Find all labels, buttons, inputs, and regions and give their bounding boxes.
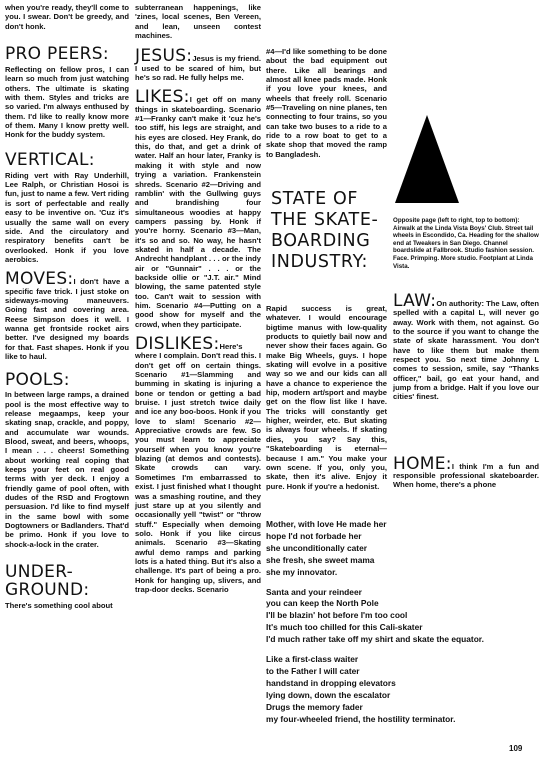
jesus-heading: JESUS: [135, 46, 193, 67]
poem-line: Santa and your reindeer [266, 586, 362, 597]
pro-peers-heading: PRO PEERS: [5, 44, 109, 65]
poem-line: she fresh, she sweet mama [266, 554, 375, 565]
law-paragraph [393, 291, 539, 402]
underground-heading: UNDER-GROUND: [5, 562, 90, 601]
column-2 [135, 3, 261, 594]
column-4 [393, 291, 539, 490]
poem-line: handstand in dropping elevators [266, 677, 396, 688]
poem-line: Like a first-class waiter [266, 654, 359, 665]
poem-line: you can keep the North Pole [266, 598, 379, 609]
poem-line: It's much too chilled for this Cali-skater [266, 622, 423, 633]
likes-body: I get off on many things in skateboarding. Scenario #1—Franky can't make it 'cuz he's too stiff, his legs are straight, and his eyes are closed. Hey Frank, do this, do that, and get a drink of water. Half an hour later, Franky is making it with style and now trying a variation. Frankenstein shreds. Scenario #2—Driving and ramblin' with the Gullwing guys and brandishing four simultaneous woodies at happy campers passing by. Honk if you're horny. Scenario #3—Man, it's so and so. No way, he hasn't skated in half a decade. The Andrecht handplant . . . or the indy air or "Gunnair" . . . or the backside ollie or "J.T. air." Mind blowing, the same patented style too. Can't wait to session with him. Scenario #4—Putting on a good show for myself and the crowd, when they participate. [135, 95, 261, 329]
home-body: I think I'm a fun and responsible professional skateboarder. When home, there's a phone [393, 461, 539, 490]
dislikes-body: Here's where I complain. Don't read this. I don't get off on certain things. Scenario #1—Slamming and bumming in skating is injuring a bone or tendon or getting a bad bruise. I just stretch twice daily and ice any boo-boos. Honk if you love to slam! Scenario #2—Appreciative crowds are few. So you must learn to appreciate yourself when you know you're blazing (at demos and contests). Skate crowds can vary. Sometimes I'm embarrassed to exist. I just finished what I thought was a smashing routine, and they just stare up at you silently and occasionally yell "twist" or "throw stuff." Especially when demoing solo. Honk if you like circus animals. Scenario #3—Skating awful demo ramps and parking lots is a hated thing. But it's also a challenge. It's part of being a pro. Honk for hanging up, slivers, and trap-door decks. Scenario [135, 342, 261, 594]
dislikes-heading: DISLIKES: [135, 334, 220, 354]
jesus-paragraph [135, 46, 261, 83]
poem-stanza-3 [266, 654, 531, 725]
state-of-industry-heading: STATE OF THE SKATE-BOARDING INDUSTRY: [271, 189, 379, 272]
pools-body: In between large ramps, a drained pool is the most effective way to release megaamps, keep your skating snap, crackle, and poppy, and accumulate war wounds. Blood, sweat, and beers, whoops, I mean . . . cheers! Something about working real coping that keeps your feet on real good terms with yer deck. I enjoy a friendly game of pool often, with dudes of the RSD and Frogtown persuasion. I'd like to find myself in the same bowl with some Dogtowners or Badlanders. That'd be primo. Honk if you love to shock-a-lock in the crater. [5, 390, 129, 549]
triangle-graphic [395, 115, 459, 205]
poem-line: I'll be blazin' hot before I'm too cool [266, 610, 408, 621]
poem-line: she my innovator. [266, 566, 338, 577]
likes-paragraph [135, 87, 261, 329]
poem-line: hope I'd not forbade her [266, 530, 362, 541]
poem-line: lying down, down the escalator [266, 689, 391, 700]
moves-body: I don't have a specific fave trick. I just stoke on sideways-moving maneuvers. Going fast and covering area. Reese Simpson does it well. I wanna get frontside rocket airs better. I've designed my boards for that. Fast shapes. Honk if you like to haul. [5, 277, 129, 361]
jesus-body: Jesus is my friend. I used to be scared of him, but he's so rad. He fully helps me. [135, 54, 261, 83]
likes-heading: LIKES: [135, 87, 190, 108]
law-body: On authority: The Law, often spelled with a capital L, will never go away. Work with them, not against. Go to the source if you want to change the state of skate harassment. You don't have to like them but make them respect you. So next time Johnny L comes to session, smile, say "Thanks officer," bail, go eat your hand, and jump from a bridge. Halt if you love our cities' finest. [393, 299, 539, 402]
poem-stanza-1 [266, 519, 531, 579]
pools-heading: POOLS: [5, 370, 70, 391]
poem-line: I'd much rather take off my shirt and skate the equator. [266, 634, 484, 645]
poem-line: to the Father I will cater [266, 665, 360, 676]
law-heading: LAW: [393, 291, 437, 311]
underground-body: There's something cool about [5, 601, 113, 611]
pro-peers-body: Reflecting on fellow pros, I can learn so much from just watching others. The ultimate is skating with them. Styles and tricks are so varied. I'm always enthused by them. I'd like to really know more of them. Many I know pretty well. Honk for the buddy system. [5, 65, 129, 140]
state-of-industry-body-wrap [266, 304, 387, 491]
poem-line: my four-wheeled friend, the hostility terminator. [266, 713, 456, 724]
home-paragraph [393, 453, 539, 490]
vertical-heading: VERTICAL: [5, 149, 95, 170]
vertical-body: Riding vert with Ray Underhill, Lee Ralph, or Christian Hosoi is fun, just to name a few. Vert riding is sort of perfectable and really easy to be inventive on. 'Cuz it's usually the same wall on every side. And the circulatory and respiratory benefits can't be overlooked. Honk if you love aerobics. [5, 170, 129, 264]
poem-line: Drugs the memory fader [266, 701, 363, 712]
poem-line: she unconditionally cater [266, 542, 367, 553]
dislikes-paragraph [135, 334, 261, 594]
column-3 [266, 47, 387, 159]
column-2-top: subterranean happenings, like 'zines, local scenes, Ben Vereen, and lean, unseen contest machines. [135, 3, 261, 41]
moves-heading: MOVES: [5, 269, 74, 290]
poem-line: Mother, with love He made her [266, 519, 387, 529]
photo-caption: Opposite page (left to right, top to bottom): Airwalk at the Linda Vista Boys' Club. Street tail wheels in Escondido, Ca. Heading for the shallow end at Tweakers in San Diego. Channel boardslide at Fallbrook. Studio fashion session. Face. Primping. More studio. Footplant at Linda Vista. [393, 217, 539, 270]
state-of-industry-body: Rapid success is great, whatever. I would encourage bigtime manus with low-quality products to quietly bail now and never show their faces again. Go make Big Wheels, guys. I hope skating will evolve in a positive way so we and our kids can all have a chance to experience the hip, modern art/sport and maybe get on the flow list like I have. The tricks will constantly get higher, weirder, etc. But skating is always four wheels. If skating dies, you say? Say this, "Skateboarding is eternal—because I am." You make your own scene. If you, only you, skate, then it's alive. Enjoy it pure. Honk if you're a hedonist. [266, 304, 387, 491]
intro-paragraph: when you're ready, they'll come to you. I swear. Don't be greedy, and don't honk. [5, 3, 129, 31]
page-number: 109 [509, 744, 523, 753]
poem-stanza-2 [266, 587, 531, 647]
moves-paragraph [5, 269, 129, 361]
poem [266, 519, 531, 734]
home-heading: HOME: [393, 453, 452, 474]
column-3-top: #4—I'd like something to be done about the bad equipment out there. Like all bearings and almost all knee pads made. Honk if you love your knees, and wheels that freely roll. Scenario #5—Traveling on nine planes, ten connecting to four trains, so you can take two buses to a ride to a ride to a row boat to get to a skate shop that moved the ramp to Bangladesh. [266, 47, 387, 159]
column-1 [5, 3, 129, 611]
